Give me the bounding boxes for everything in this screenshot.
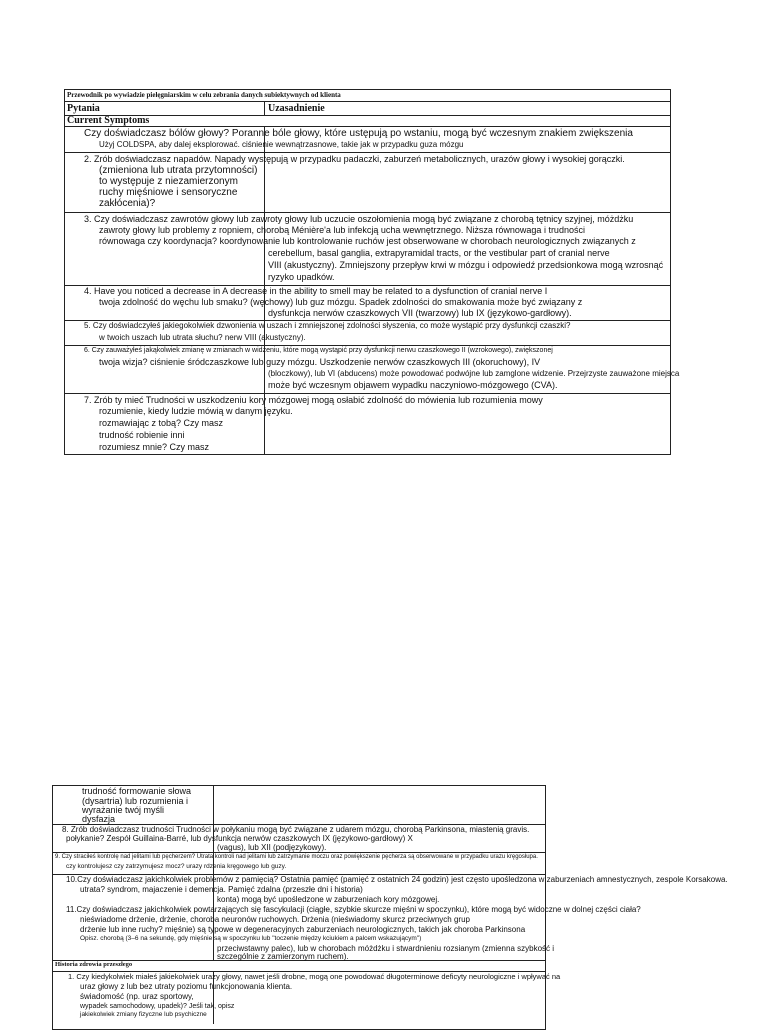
rule bbox=[64, 393, 671, 394]
column-header-questions: Pytania bbox=[67, 103, 100, 114]
row-text: 7. Zrób ty mieć Trudności w uszkodzeniu kory mózgowej mogą osłabić zdolność do mówienia lub rozumienia mowy bbox=[84, 395, 543, 405]
row-text: zakłócenia)? bbox=[99, 198, 156, 209]
row-text: 1. Czy kiedykolwiek miałeś jakiekolwiek urazy głowy, nawet jeśli drobne, mogą one powodować długoterminowe deficyty neurologiczne i wpływać na bbox=[68, 972, 561, 981]
row-text: równowaga czy koordynacja? koordynowanie lub kontrolowanie ruchów jest obserwowane w chorobach neurologicznych związanych z bbox=[99, 236, 636, 246]
row-text: twoja wizja? ciśnienie śródczaszkowe lub guzy mózgu. Uszkodzenie nerwów czaszkowych III (okoruchowy), IV bbox=[99, 357, 541, 367]
row-text: cerebellum, basal ganglia, extrapyramidal tracts, or the vestibular part of cranial nerve bbox=[268, 248, 610, 258]
row-text: (bloczkowy), lub VI (abducens) może powodować podwójne lub zamglone widzenie. Przejrzyste zauważone miejsca bbox=[268, 369, 680, 378]
row-text: twoja zdolność do węchu lub smaku? (węchowy) lub guz mózgu. Spadek zdolności do smakowania może być związany z bbox=[99, 297, 583, 307]
section-heading: Historia zdrowia przeszłego bbox=[55, 961, 133, 968]
row-text: szczególnie z zamierzonym ruchem). bbox=[217, 952, 349, 961]
row-text: 2. Zrób doświadczasz napadów. Napady występują w przypadku padaczki, zaburzeń metabolicznych, urazów głowy i wysokiej gorączki. bbox=[84, 154, 625, 164]
row-text: 5. Czy doświadczyłeś jakiegokolwiek dzwonienia w uszach i zmniejszonej zdolności słyszenia, co może wystąpić przy dysfunkcji czaszki? bbox=[84, 321, 571, 330]
column-divider bbox=[264, 101, 265, 115]
row-text: drżenie lub inne ruchy? mięśnie) są typowe w degeneracyjnych zaburzeniach neurologicznych, takich jak choroba Parkinsona bbox=[80, 925, 526, 934]
rule bbox=[64, 345, 671, 346]
row-text: połykanie? Zespół Guillaina-Barré, lub dysfunkcja nerwów czaszkowych IX (językowo-gardłowy) X bbox=[66, 834, 413, 843]
row-text: przeciwstawny palec), lub w chorobach móżdżku i stwardnieniu rozsianym (zmienna szybkość i bbox=[217, 944, 555, 953]
rule bbox=[64, 101, 671, 102]
row-text: Czy doświadczasz bólów głowy? Poranne bóle głowy, które ustępują po wstaniu, mogą być wczesnym znakiem zwiększenia bbox=[84, 128, 633, 139]
row-text: rozmawiając z tobą? Czy masz bbox=[99, 418, 224, 428]
row-text: uraz głowy z lub bez utraty poziomu funkcjonowania klienta. bbox=[80, 982, 293, 991]
row-text: 9. Czy straciłeś kontrolę nad jelitami lub pęcherzem? Utrata kontroli nad jelitami lub zatrzymanie moczu oraz powiększenie pęcherza są obserwowane w przypadku urazu kręgosłupa. bbox=[55, 854, 538, 860]
rule bbox=[64, 152, 671, 153]
row-text: nieświadome drżenie, drżenie, choroba neuronów ruchowych. Drżenia (nieświadomy skurcz przeciwnych grup bbox=[80, 915, 470, 924]
row-text: świadomość (np. uraz sportowy, bbox=[80, 992, 194, 1001]
row-text: Użyj COLDSPA, aby dalej eksplorować. ciśnienie wewnątrzasnowe, takie jak w przypadku guza mózgu bbox=[99, 140, 464, 149]
row-text: dysfazja bbox=[82, 814, 116, 824]
row-text: trudność formowanie słowa bbox=[82, 786, 192, 796]
row-text: VIII (akustyczny). Zmniejszony przepływ krwi w mózgu i odpowiedź przedsionkowa mogą wzrosnąć bbox=[268, 260, 664, 270]
row-text: to występuje z niezamierzonym bbox=[99, 176, 238, 187]
row-text: (zmieniona lub utrata przytomności) bbox=[99, 165, 258, 176]
section-heading: Current Symptoms bbox=[67, 115, 150, 126]
row-text: 6. Czy zauważyłeś jakąkolwiek zmianę w zmianach w widzeniu, które mogą wystąpić przy dysfunkcji nerwu czaszkowego II (wzrokowego), zwiększonej bbox=[84, 347, 553, 354]
row-text: 4. Have you noticed a decrease in A decrease in the ability to smell may be related to a dysfunction of cranial nerve I bbox=[84, 286, 548, 296]
row-text: ruchy mięśniowe i sensoryczne bbox=[99, 187, 238, 198]
row-text: utrata? syndrom, majaczenie i demencja. Pamięć zdalna (przeszłe dni i historia) bbox=[80, 885, 363, 894]
row-text: w twoich uszach lub utrata słuchu? nerw VIII (akustyczny). bbox=[99, 333, 306, 342]
row-text: czy kontrolujesz czy zatrzymujesz mocz? urazy rdzenia kręgowego lub guzy. bbox=[66, 863, 287, 870]
row-text: 3. Czy doświadczasz zawrotów głowy lub zawroty głowy lub uczucie oszołomienia mogą być związane z chorobą tętnicy szyjnej, móżdżku bbox=[84, 214, 634, 224]
row-text: konta) mogą być upośledzone w zaburzeniach kory mózgowej. bbox=[217, 895, 440, 904]
row-text: zawroty głowy lub problemy z ropniem, chorobą Ménière'a lub infekcją ucha wewnętrznego. Niższa równowaga i trudności bbox=[99, 225, 585, 235]
row-text: dysfunkcja nerwów czaszkowych VII (twarzowy) lub IX (językowo-gardłowy). bbox=[268, 308, 572, 318]
rule bbox=[64, 126, 671, 127]
rule bbox=[64, 115, 671, 116]
row-text: wypadek samochodowy, upadek)? Jeśli tak, opisz bbox=[80, 1003, 235, 1010]
table-title: Przewodnik po wywiadzie pielęgniarskim w celu zebrania danych subiektywnych od klienta bbox=[67, 91, 341, 99]
row-text: może być wczesnym objawem wypadku naczyniowo-mózgowego (CVA). bbox=[268, 380, 558, 390]
row-text: 10.Czy doświadczasz jakichkolwiek problemów z pamięcią? Ostatnia pamięć (pamięć z ostatnich 24 godzin) jest często upośledzona w zaburzeniach amnestycznych, zespole Korsakowa. bbox=[66, 875, 728, 884]
rule bbox=[64, 212, 671, 213]
row-text: (vagus), lub XII (podjęzykowy). bbox=[217, 843, 327, 852]
row-text: rozumiesz mnie? Czy masz bbox=[99, 442, 210, 452]
rule bbox=[52, 852, 546, 853]
row-text: ryzyko upadków. bbox=[268, 272, 335, 282]
row-text: trudność robienie inni bbox=[99, 430, 185, 440]
row-text: rozumienie, kiedy ludzie mówią w danym języku. bbox=[99, 406, 293, 416]
row-text: 11.Czy doświadczasz jakichkolwiek powtarzających się fascykulacji (ciągłe, szybkie skurcze mięśni w spoczynku), które mogą być widoczne w dolnej części ciała? bbox=[66, 905, 641, 914]
row-text: (dysartria) lub rozumienia i bbox=[82, 796, 189, 806]
row-text: 8. Zrób doświadczasz trudności Trudności w połykaniu mogą być związane z udarem mózgu, chorobą Parkinsona, miastenią gravis. bbox=[62, 825, 530, 834]
row-text: wyrażanie twój myśli bbox=[82, 805, 165, 815]
row-text: Opisz. chorobą (3–6 na sekundę, gdy mięśnie są w spoczynku lub "toczenie między kciukiem a palcem wskazującym") bbox=[80, 935, 422, 942]
column-header-rationale: Uzasadnienie bbox=[268, 103, 325, 114]
row-text: jakiekolwiek zmiany fizyczne lub psychiczne bbox=[80, 1011, 207, 1018]
